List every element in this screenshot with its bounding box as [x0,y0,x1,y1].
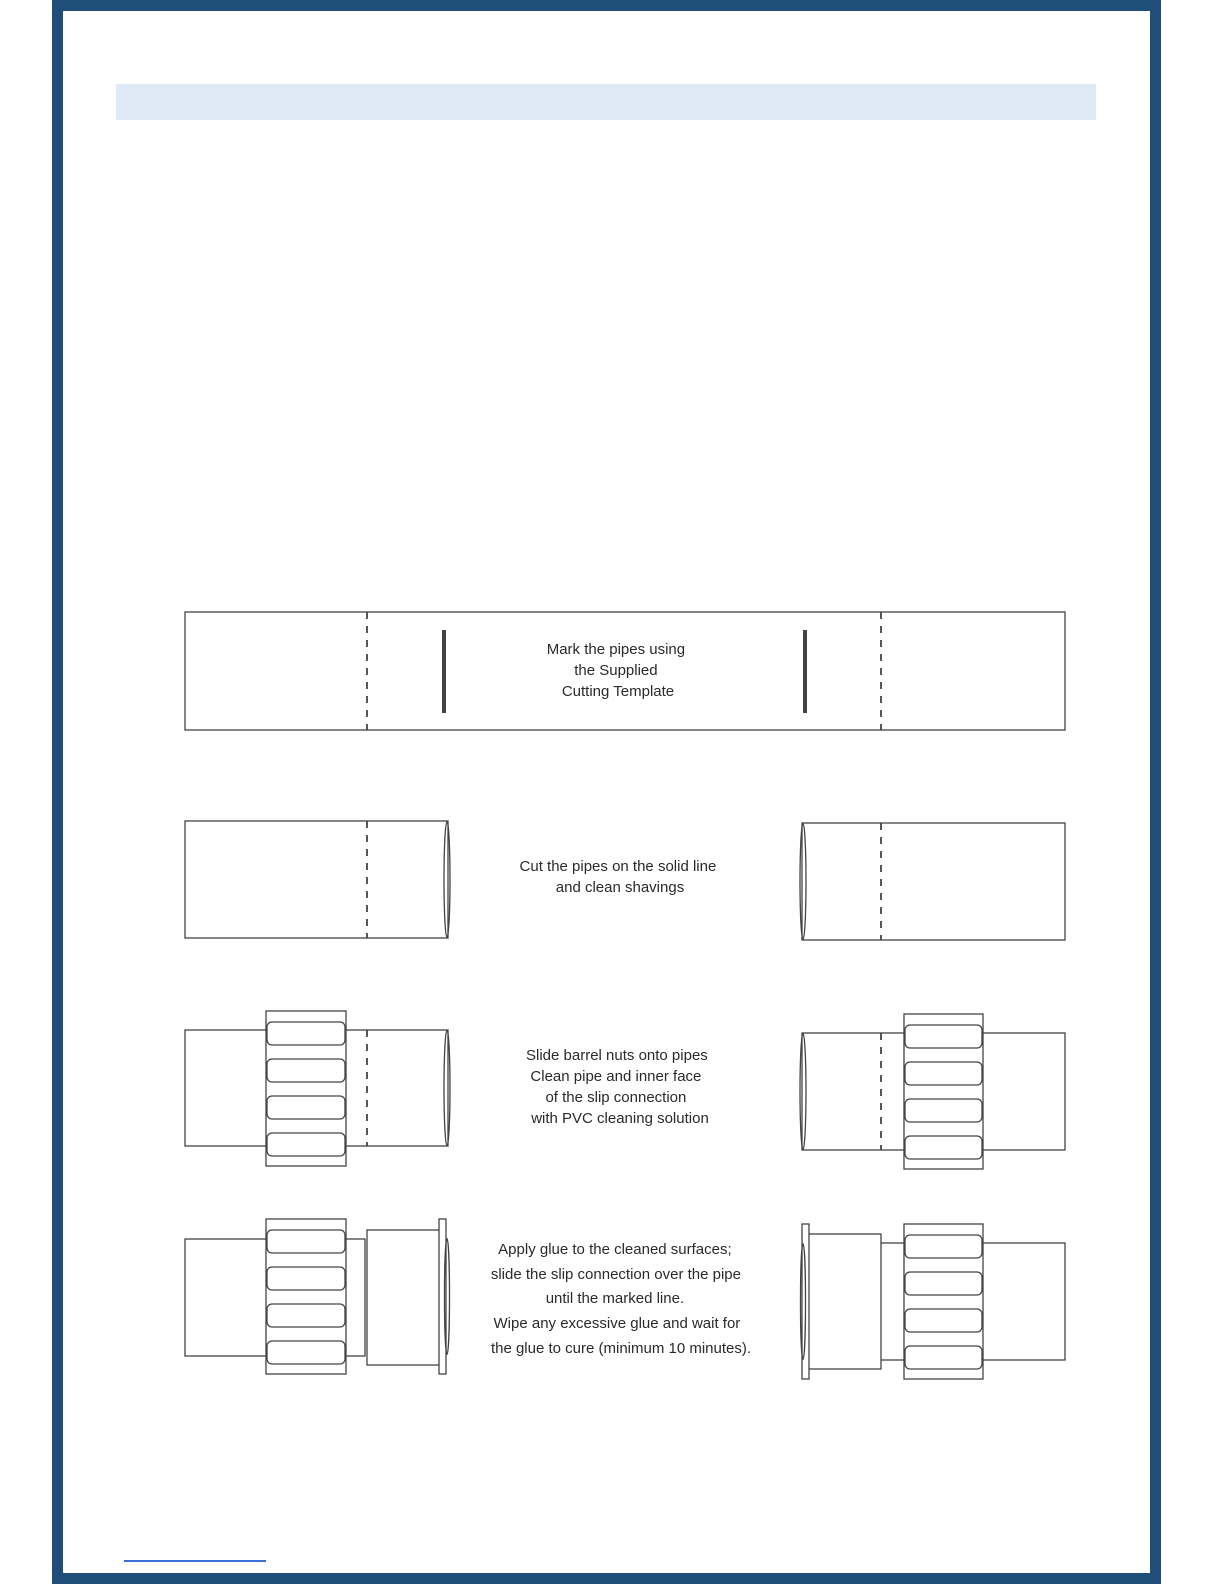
glue-assembly-right [801,1224,1066,1379]
barrel-nut-left [266,1011,346,1166]
slide-pipe-left [185,1011,450,1166]
caption-line: Apply glue to the cleaned surfaces; [498,1241,732,1258]
step-cut-caption [520,858,721,896]
step-captions [491,641,751,1357]
slip-connection-right [808,1234,881,1369]
cut-pipe-right [800,823,1065,940]
caption-line: until the marked line. [545,1290,685,1307]
caption-line: with PVC cleaning solution [531,1110,709,1127]
barrel-nut-right-glue [904,1224,983,1379]
step-slide-caption [526,1047,712,1127]
caption-line: slide the slip connection over the pipe [490,1266,741,1283]
caption-line: Cut the pipes on the solid line [519,858,717,875]
glue-assembly-left [185,1219,450,1374]
slip-connection-left [367,1230,440,1365]
cut-pipe-left [185,821,450,938]
caption-line: Wipe any excessive glue and wait for [493,1315,741,1332]
caption-line: of the slip connection [545,1089,687,1106]
step-mark-caption [547,641,690,700]
step-glue-caption [491,1241,751,1357]
caption-line: Mark the pipes using [546,641,686,658]
caption-line: the glue to cure (minimum 10 minutes). [490,1340,752,1357]
caption-line: Slide barrel nuts onto pipes [526,1047,708,1064]
caption-line: Cutting Template [561,683,675,700]
caption-line: and clean shavings [555,879,685,896]
caption-line: the Supplied [574,662,658,679]
caption-line: Clean pipe and inner face [530,1068,702,1085]
barrel-nut-left-glue [266,1219,346,1374]
barrel-nut-right [904,1014,983,1169]
slide-pipe-right [800,1014,1065,1169]
